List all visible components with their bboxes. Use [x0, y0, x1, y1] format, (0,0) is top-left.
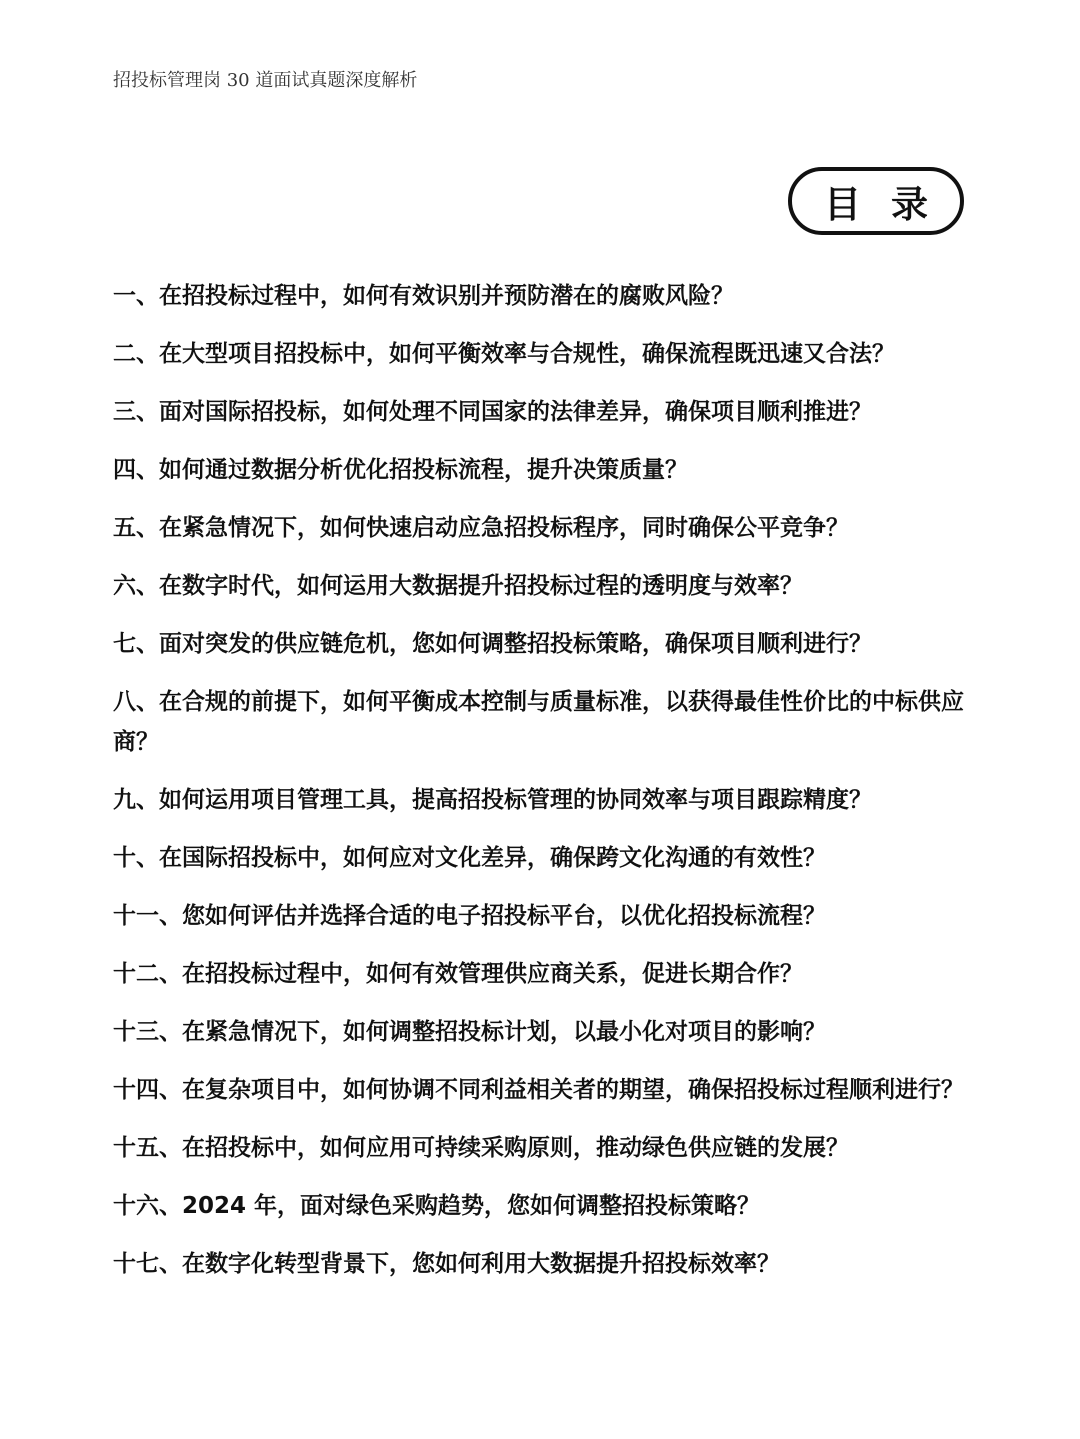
toc-item-6[interactable]: 六、在数字时代，如何运用大数据提升招投标过程的透明度与效率？: [113, 573, 803, 599]
toc-item-17[interactable]: 十七、在数字化转型背景下，您如何利用大数据提升招投标效率？: [113, 1251, 780, 1277]
toc-item-8[interactable]: 八、在合规的前提下，如何平衡成本控制与质量标准，以获得最佳性价比的中标供应商？: [113, 689, 964, 755]
toc-item-1[interactable]: 一、在招投标过程中，如何有效识别并预防潜在的腐败风险？: [113, 283, 734, 309]
toc-item-11[interactable]: 十一、您如何评估并选择合适的电子招投标平台，以优化招投标流程？: [113, 903, 826, 929]
toc-item-7[interactable]: 七、面对突发的供应链危机，您如何调整招投标策略，确保项目顺利进行？: [113, 631, 872, 657]
toc-item-13[interactable]: 十三、在紧急情况下，如何调整招投标计划，以最小化对项目的影响？: [113, 1019, 826, 1045]
toc-item-3[interactable]: 三、面对国际招投标，如何处理不同国家的法律差异，确保项目顺利推进？: [113, 399, 872, 425]
toc-title: 目录: [824, 183, 958, 226]
toc-item-16[interactable]: 十六、2024 年，面对绿色采购趋势，您如何调整招投标策略？: [113, 1193, 761, 1219]
toc-item-5[interactable]: 五、在紧急情况下，如何快速启动应急招投标程序，同时确保公平竞争？: [113, 515, 849, 541]
document-header: 招投标管理岗 30 道面试真题深度解析: [113, 70, 418, 91]
toc-list: [113, 276, 993, 1302]
toc-item-10[interactable]: 十、在国际招投标中，如何应对文化差异，确保跨文化沟通的有效性？: [113, 845, 826, 871]
toc-title-badge: [788, 167, 964, 235]
toc-item-14[interactable]: 十四、在复杂项目中，如何协调不同利益相关者的期望，确保招投标过程顺利进行？: [113, 1077, 964, 1103]
toc-item-12[interactable]: 十二、在招投标过程中，如何有效管理供应商关系，促进长期合作？: [113, 961, 803, 987]
toc-item-4[interactable]: 四、如何通过数据分析优化招投标流程，提升决策质量？: [113, 457, 688, 483]
toc-item-2[interactable]: 二、在大型项目招投标中，如何平衡效率与合规性，确保流程既迅速又合法？: [113, 341, 895, 367]
toc-item-15[interactable]: 十五、在招投标中，如何应用可持续采购原则，推动绿色供应链的发展？: [113, 1135, 849, 1161]
toc-item-9[interactable]: 九、如何运用项目管理工具，提高招投标管理的协同效率与项目跟踪精度？: [113, 787, 872, 813]
